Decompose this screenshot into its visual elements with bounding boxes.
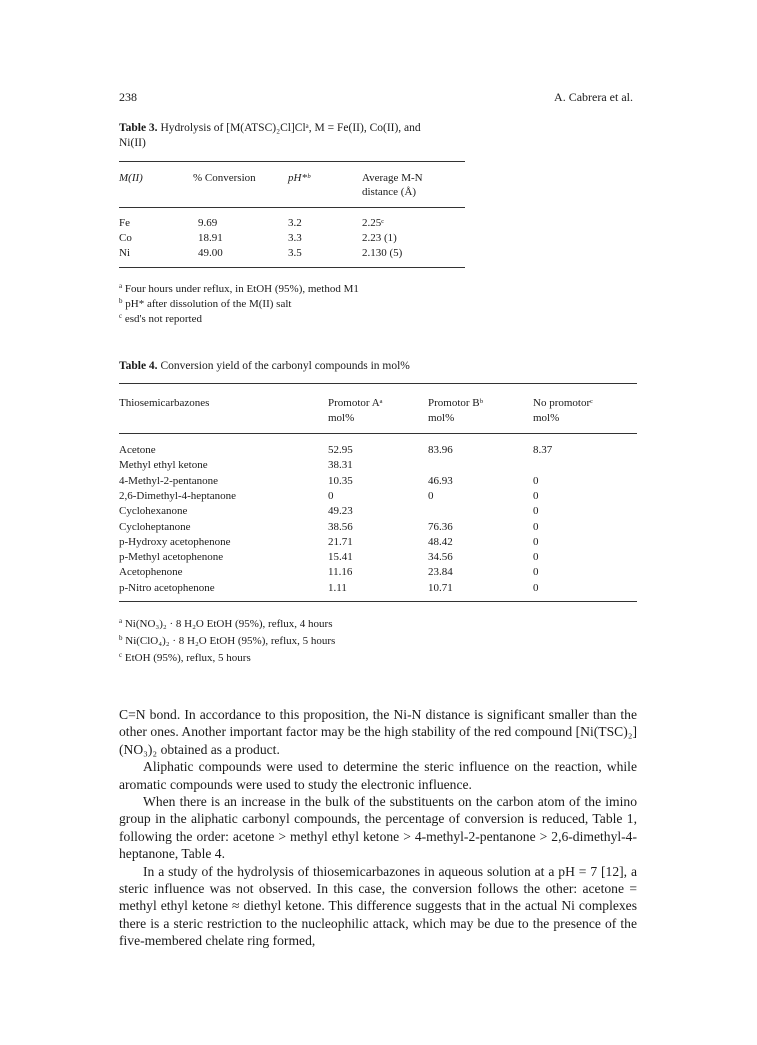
table4-cell-a: 15.41	[328, 551, 353, 564]
table3-cell-metal: Co	[119, 232, 132, 244]
table3-cell-distance: 2.25ᶜ	[362, 217, 385, 229]
table4-cell-a: 49.23	[328, 505, 353, 518]
table3-header-metal: M(II)	[119, 172, 143, 184]
table4-cell-none: 0	[533, 520, 539, 533]
footnote-mark: b	[119, 634, 123, 642]
table4-footnote-c	[119, 648, 251, 665]
running-author: A. Cabrera et al.	[554, 90, 633, 104]
table3-caption-line2: Ni(II)	[119, 137, 146, 149]
footnote-mark: b	[119, 297, 123, 305]
table4-cell-a: 52.95	[328, 444, 353, 456]
table4-cell-none: 0	[533, 474, 539, 487]
table3-cell-metal: Ni	[119, 247, 130, 259]
table3-caption-line1: Hydrolysis of [M(ATSC)₂Cl]Clᵃ, M = Fe(II), Co(II), and	[160, 122, 421, 134]
table4-cell-a: 38.31	[328, 459, 353, 472]
table4-cell-a: 10.35	[328, 474, 353, 487]
table4-cell-none: 0	[533, 551, 539, 564]
table4-cell-a: 11.16	[328, 566, 353, 579]
table4-header-compound: Thiosemicarbazones	[119, 397, 210, 409]
table4-cell-b: 0	[428, 489, 434, 502]
table4-header-no-promotor: No promotorᶜ	[533, 397, 593, 409]
table4-header-promotor-a-unit: mol%	[328, 412, 355, 424]
body-text	[119, 706, 637, 950]
table4-cell-compound: p-Hydroxy acetophenone	[119, 535, 231, 548]
table4-cell-b: 23.84	[428, 566, 453, 579]
table3-header-distance-line1: Average M-N	[362, 172, 423, 184]
table4-header-promotor-b-unit: mol%	[428, 412, 455, 424]
table3-footnote-c	[119, 309, 202, 326]
table3-header-conversion: % Conversion	[193, 172, 256, 184]
footnote-text: esd's not reported	[124, 313, 202, 325]
table4-cell-b: 34.56	[428, 551, 453, 564]
table3-mid-rule	[119, 207, 465, 208]
table4-cell-compound: Methyl ethyl ketone	[119, 459, 208, 472]
table4-cell-compound: 4-Methyl-2-pentanone	[119, 474, 218, 487]
table4-caption-text: Conversion yield of the carbonyl compounds in mol%	[160, 360, 410, 372]
table4-cell-compound: 2,6-Dimethyl-4-heptanone	[119, 489, 236, 502]
page-number: 238	[119, 90, 137, 104]
table3-cell-distance: 2.23 (1)	[362, 232, 397, 244]
table4-cell-a: 38.56	[328, 520, 353, 533]
table4-cell-none: 0	[533, 566, 539, 579]
table3-cell-ph: 3.3	[288, 232, 302, 244]
table3-cell-distance: 2.130 (5)	[362, 247, 403, 259]
footnote-text: Ni(NO₃)₂ · 8 H₂O EtOH (95%), reflux, 4 hours	[124, 618, 333, 630]
table3-cell-ph: 3.5	[288, 247, 302, 259]
footnote-text: Four hours under reflux, in EtOH (95%), method M1	[124, 283, 359, 295]
table4-cell-a: 1.11	[328, 581, 347, 594]
table3-cell-conversion: 49.00	[198, 247, 223, 259]
paragraph: When there is an increase in the bulk of the substituents on the carbon atom of the imino group in the aliphatic carbonyl compounds, the percentage of conversion is reduced, Table 1, following the order: acetone > methyl ethyl ketone > 4-methyl-2-pentanone > 2,6-dimethyl-4-heptanone, Table 4.	[119, 794, 637, 862]
table4-cell-none: 0	[533, 535, 539, 548]
table4-cell-compound: Cycloheptanone	[119, 520, 191, 533]
table4-cell-compound: p-Nitro acetophenone	[119, 581, 215, 594]
footnote-mark: c	[119, 651, 123, 659]
footnote-text: pH* after dissolution of the M(II) salt	[125, 298, 292, 310]
table4-header-no-promotor-unit: mol%	[533, 412, 560, 424]
footnote-mark: a	[119, 617, 123, 625]
table4-cell-a: 21.71	[328, 535, 353, 548]
table4-cell-compound: p-Methyl acetophenone	[119, 551, 224, 564]
table3-label: Table 3.	[119, 122, 158, 134]
table4-cell-b: 83.96	[428, 444, 453, 456]
table4-top-rule	[119, 383, 637, 384]
paragraph: In a study of the hydrolysis of thiosemicarbazones in aqueous solution at a pH = 7 [12], a steric influence was not observed. In this case, the conversion follows the other: acetone = methyl ethyl ketone ≈ diethyl ketone. This difference suggests that in the actual Ni complexes there is a steric restriction to the nucleophilic attack, which may be due to the presence of the five-membered chelate ring formed,	[119, 863, 637, 949]
table4-cell-none: 0	[533, 489, 539, 502]
table3-bottom-rule	[119, 267, 465, 268]
table4-cell-b: 10.71	[428, 581, 453, 594]
table3-cell-metal: Fe	[119, 217, 130, 229]
table3-cell-conversion: 9.69	[198, 217, 218, 229]
table4-label: Table 4.	[119, 360, 158, 372]
table4-cell-b: 46.93	[428, 474, 453, 487]
table3-cell-conversion: 18.91	[198, 232, 223, 244]
table4-footnote-a	[119, 614, 333, 631]
table3-cell-ph: 3.2	[288, 217, 302, 229]
table4-bottom-rule	[119, 601, 637, 602]
table3-top-rule	[119, 161, 465, 162]
table4-header-promotor-a: Promotor Aᵃ	[328, 397, 383, 409]
table4-cell-a: 0	[328, 489, 334, 502]
table4-cell-b: 76.36	[428, 520, 453, 533]
table4-cell-compound: Acetone	[119, 444, 156, 456]
paragraph: C=N bond. In accordance to this proposition, the Ni-N distance is significant smaller than the other ones. Another important factor may be the high stability of the red compound [Ni(TSC)₂] (NO₃)₂ obtained as a product.	[119, 707, 637, 757]
table4-footnote-b	[119, 631, 335, 648]
table4-cell-b: 48.42	[428, 535, 453, 548]
paragraph: Aliphatic compounds were used to determine the steric influence on the reaction, while aromatic compounds were used to study the electronic influence.	[119, 759, 637, 792]
table4-cell-none: 0	[533, 581, 539, 594]
table4-caption	[119, 359, 410, 374]
table4-cell-none: 0	[533, 505, 539, 518]
footnote-mark: a	[119, 282, 123, 290]
table3-header-distance-line2: distance (Å)	[362, 186, 417, 198]
table4-cell-compound: Acetophenone	[119, 566, 183, 579]
footnote-mark: c	[119, 312, 123, 320]
table3-caption	[119, 121, 479, 151]
table4-cell-compound: Cyclohexanone	[119, 505, 188, 518]
table4-header-promotor-b: Promotor Bᵇ	[428, 397, 484, 409]
table4-cell-none: 8.37	[533, 444, 553, 456]
table4-mid-rule	[119, 433, 637, 434]
footnote-text: Ni(ClO₄)₂ · 8 H₂O EtOH (95%), reflux, 5 hours	[125, 635, 336, 647]
footnote-text: EtOH (95%), reflux, 5 hours	[124, 652, 251, 664]
table3-header-ph: pH*ᵇ	[288, 172, 310, 184]
